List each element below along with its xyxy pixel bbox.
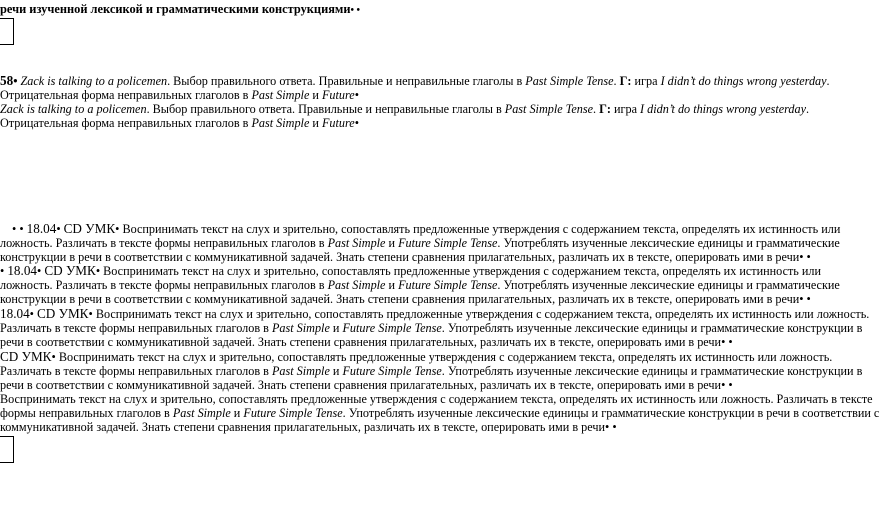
bullet-icon: • •	[799, 292, 811, 306]
bullet-icon: •	[29, 307, 34, 321]
lesson-text: . Выбор правильного ответа. Правильные и неправильные глаголы в	[146, 102, 505, 116]
lesson-text: Различать в тексте формы неправильных глаголов в	[0, 321, 272, 335]
tense-term: Past Simple	[327, 236, 386, 250]
lesson-date: 18.04	[7, 263, 37, 278]
tense-term: Past Simple	[172, 406, 231, 420]
block3-line1	[0, 307, 869, 321]
item58-line2	[0, 88, 359, 102]
lesson-text: игра	[610, 102, 641, 116]
lesson-text: Воспринимать текст на слух и зрительно, сопоставлять предложенные утверждения с содержанием текста, определять их истинность или	[122, 222, 841, 236]
lesson-text: Отрицательная форма неправильных глаголов в	[0, 116, 252, 130]
block4-line3	[0, 378, 733, 392]
block3-line3	[0, 335, 733, 349]
lesson-topic: Zack is talking to a policemen	[20, 74, 168, 88]
lesson-text: Различать в тексте формы неправильных глаголов в	[52, 236, 328, 250]
lesson-text: . Употреблять изученные лексические единицы и грамматические конструкции в	[441, 321, 863, 335]
tense-term: Future Simple Tense	[342, 364, 442, 378]
lesson-text: и	[385, 236, 399, 250]
block1-line2	[0, 236, 840, 250]
lesson-text: . Употреблять изученные лексические единицы и грамматические	[497, 236, 840, 250]
lesson-text: .	[593, 102, 600, 116]
empty-cell-marker	[0, 436, 14, 463]
lesson-text: конструкции в речи в соответствии с коммуникативной задачей. Знать степени сравнения прилагательных, различать их в тексте, оперировать ими в речи	[0, 292, 800, 306]
bullet-icon: • •	[605, 420, 617, 434]
lesson-text: .	[613, 74, 620, 88]
bullet-icon: •	[354, 116, 359, 130]
block5-line3	[0, 420, 617, 434]
block4-line1	[0, 350, 832, 364]
lesson-text: конструкции в речи в соответствии с коммуникативной задачей. Знать степени сравнения прилагательных, различать их в тексте, оперировать ими в речи	[0, 250, 800, 264]
lesson-text: . Употреблять изученные лексические единицы и грамматические конструкции в	[441, 364, 863, 378]
lesson-text: и	[309, 116, 322, 130]
lesson-text: и	[230, 406, 244, 420]
lesson-text: Воспринимать текст на слух и зрительно, сопоставлять предложенные утверждения с содержанием текста, определять их истинность или	[103, 264, 822, 278]
tense-term: Past Simple	[251, 88, 310, 102]
lesson-date: 18.04	[0, 306, 30, 321]
lesson-date: 18.04	[26, 221, 57, 236]
tense-term: Future Simple Tense	[243, 406, 343, 420]
block5-line1	[0, 392, 873, 406]
cd-label: CD УМК	[44, 263, 96, 278]
block1-line3	[0, 250, 811, 264]
bullet-icon: • •	[12, 222, 24, 236]
block4-line2	[0, 364, 862, 378]
lesson-text: . Употреблять изученные лексические единицы и грамматические	[497, 278, 840, 292]
game-title: I didn’t do things wrong yesterday	[640, 102, 807, 116]
lesson-text: речи в соответствии с коммуникативной задачей. Знать степени сравнения прилагательных, различать их в тексте, оперировать ими в речи	[0, 378, 722, 392]
lesson-text: коммуникативной задачей. Знать степени сравнения прилагательных, различать их в тексте, оперировать ими в речи	[0, 420, 605, 434]
lesson-text: Воспринимать текст на слух и зрительно, сопоставлять предложенные утверждения с содержанием текста, определять их истинность или ложность.	[95, 307, 870, 321]
bullet-icon: •	[115, 222, 120, 236]
item58-repeat-line1	[0, 102, 809, 116]
block2-line1	[0, 264, 821, 278]
lesson-text: и	[329, 321, 343, 335]
tense-term: Past Simple Tense	[525, 74, 614, 88]
lesson-topic: Zack is talking to a policemen	[0, 102, 147, 116]
bullet-icon: • •	[350, 5, 361, 16]
game-title: I didn’t do things wrong yesterday	[660, 74, 827, 88]
cd-label: CD УМК	[37, 306, 89, 321]
block5-line2	[0, 406, 879, 420]
tense-term: Future	[321, 116, 355, 130]
item58-line1	[0, 74, 830, 88]
tense-term: Past Simple	[271, 364, 330, 378]
lesson-text: ложность.	[0, 236, 53, 250]
empty-cell-marker	[0, 18, 14, 45]
tense-term: Future	[321, 88, 355, 102]
bullet-icon: • •	[721, 378, 733, 392]
lesson-number: 58	[0, 73, 14, 88]
lesson-text: и	[329, 364, 343, 378]
lesson-text: .	[806, 102, 810, 116]
lesson-text: игра	[631, 74, 661, 88]
grammar-label: Г:	[599, 102, 611, 116]
item58-repeat-line2	[0, 116, 359, 130]
tense-term: Past Simple Tense	[504, 102, 593, 116]
lesson-text: и	[309, 88, 322, 102]
lesson-text: речи в соответствии с коммуникативной задачей. Знать степени сравнения прилагательных, различать их в тексте, оперировать ими в речи	[0, 335, 722, 349]
tense-term: Future Simple Tense	[398, 278, 498, 292]
top-fragment	[0, 2, 360, 18]
lesson-text: Воспринимать текст на слух и зрительно, сопоставлять предложенные утверждения с содержанием текста, определять их истинность или ложность.	[58, 350, 833, 364]
block3-line2	[0, 321, 862, 335]
grammar-label: Г:	[619, 74, 632, 88]
lesson-text: формы неправильных глаголов в	[0, 406, 173, 420]
tense-term: Past Simple	[327, 278, 386, 292]
lesson-text: Воспринимать текст на слух и зрительно, сопоставлять предложенные утверждения с содержанием текста, определять их истинность или ложность. Различать в тексте	[0, 392, 873, 406]
cd-label: CD УМК	[63, 221, 116, 236]
lesson-text: Отрицательная форма неправильных глаголов в	[0, 88, 252, 102]
lesson-text: Различать в тексте формы неправильных глаголов в	[52, 278, 328, 292]
lesson-text: ложность.	[0, 278, 53, 292]
lesson-text: .	[826, 74, 830, 88]
cd-label: CD УМК	[0, 349, 52, 364]
lesson-text: . Употреблять изученные лексические единицы и грамматические конструкции в речи в соответствии с	[342, 406, 879, 420]
tense-term: Future Simple Tense	[398, 236, 498, 250]
tense-term: Past Simple	[251, 116, 310, 130]
bullet-icon: •	[95, 264, 101, 278]
bullet-icon: •	[0, 264, 5, 278]
block2-line3	[0, 292, 811, 306]
tense-term: Past Simple	[271, 321, 330, 335]
top-fragment-text: речи изученной лексикой и грамматическими конструкциями	[0, 2, 351, 16]
bullet-icon: •	[56, 222, 61, 236]
bullet-icon: • •	[721, 335, 733, 349]
lesson-text: . Выбор правильного ответа. Правильные и неправильные глаголы в	[167, 74, 526, 88]
lesson-text: Различать в тексте формы неправильных глаголов в	[0, 364, 272, 378]
tense-term: Future Simple Tense	[342, 321, 442, 335]
bullet-icon: •	[88, 307, 93, 321]
bullet-icon: •	[354, 88, 359, 102]
lesson-text: и	[385, 278, 399, 292]
bullet-icon: •	[13, 74, 18, 88]
bullet-icon: • •	[799, 250, 811, 264]
bullet-icon: •	[37, 264, 42, 278]
block2-line2	[0, 278, 840, 292]
block1-line1	[0, 222, 840, 236]
bullet-icon: •	[51, 350, 56, 364]
